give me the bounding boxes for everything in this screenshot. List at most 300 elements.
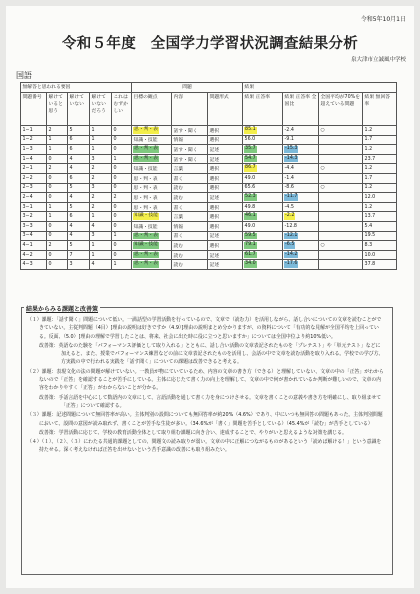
cell-text: 選択 [209,128,220,134]
cell-text: 6 [69,137,73,143]
cell-text: -1.4 [284,175,294,181]
cell-rate [243,250,283,260]
cell-text: 2−2 [22,175,33,181]
group-header-reason: 無解答と思われる要因 [21,83,132,93]
cell-text: 4 [91,262,95,268]
cell-no [21,183,47,193]
cell-view [132,154,172,164]
cell-c1 [47,260,68,270]
cell-content [172,260,208,270]
cell-form [208,202,243,212]
cell-view [132,202,172,212]
cell-text: 4 [69,233,73,239]
cell-text: 0 [48,185,52,191]
cell-content [172,135,208,145]
cell-c4 [112,250,132,260]
header-content: 内容 [172,93,208,126]
cell-view [132,212,172,222]
cell-c4 [112,154,132,164]
cell-c3 [90,260,112,270]
cell-text: 読む [173,195,184,201]
cell-text: 4−3 [22,262,33,268]
cell-rate [243,126,283,136]
cell-c4 [112,202,132,212]
cell-c3 [90,250,112,260]
cell-text: 1.7 [364,137,373,143]
cell-text: 2 [91,194,95,200]
table-row [21,154,397,164]
header-form: 問題形式 [208,93,243,126]
cell-c1 [47,221,68,231]
cell-text: 3−4 [22,233,33,239]
cell-text: 0 [113,175,117,181]
table-row [21,173,397,183]
cell-c2 [68,202,90,212]
cell-text: 2 [91,166,95,172]
cell-diff [283,221,319,231]
cell-text: 6 [69,214,73,220]
cell-text: 1 [91,127,95,133]
cell-diff [283,145,319,155]
cell-text: 8.3 [364,242,373,248]
analysis-paragraph: 改善策：手話言語を中心にして数語内の文章にして、言語活動を通して書く力を身につけさせる。文章を書くことの意義や書き方を明確にし、取り組ませて「正答」について確認する。 [39,394,382,409]
cell-text: 思・判・表 [134,261,159,267]
cell-c2 [68,250,90,260]
cell-text: 選択 [209,176,220,182]
cell-blank [363,193,397,203]
cell-text: 0 [113,127,117,133]
table-row [21,260,397,270]
cell-text: 1 [113,156,117,162]
cell-c1 [47,145,68,155]
header-difficult: これはむずかしい [112,93,132,126]
cell-text: 情報 [173,224,184,230]
cell-rate [243,183,283,193]
cell-text: 1.2 [364,204,373,210]
results-table [20,82,397,270]
cell-blank [363,154,397,164]
results-table-wrapper [20,82,396,270]
cell-c1 [47,231,68,241]
cell-text: 5 [69,204,73,210]
cell-no [21,231,47,241]
cell-text: 46.1 [245,213,256,219]
cell-text: -14.2 [285,251,298,257]
cell-text: 23.7 [364,156,376,162]
cell-text: 3−1 [22,204,33,210]
cell-mark [319,241,363,251]
cell-text: 1 [91,252,95,258]
cell-text: 0 [113,146,117,152]
cell-no [21,212,47,222]
cell-rate [243,154,283,164]
cell-view [132,183,172,193]
cell-content [172,193,208,203]
cell-text: 1.7 [364,175,373,181]
cell-diff [283,135,319,145]
cell-blank [363,135,397,145]
cell-view [132,173,172,183]
cell-c3 [90,135,112,145]
cell-form [208,135,243,145]
cell-rate [243,135,283,145]
cell-mark [319,250,363,260]
cell-content [172,126,208,136]
cell-diff [283,202,319,212]
cell-text: 3 [91,185,95,191]
cell-text: 1−1 [22,127,33,133]
cell-text: 思・判・表 [133,205,158,211]
cell-blank [363,241,397,251]
cell-c4 [112,212,132,222]
cell-c3 [90,193,112,203]
cell-text: 86.7 [245,165,256,171]
cell-text: 37.8 [364,262,376,268]
cell-text: 選択 [209,224,220,230]
cell-text: 52.3 [245,194,256,200]
cell-form [208,221,243,231]
cell-content [172,164,208,174]
cell-no [21,202,47,212]
cell-text: 1 [91,146,95,152]
cell-text: 79.1 [245,242,256,248]
cell-mark [319,202,363,212]
cell-text: 言葉 [173,167,184,173]
cell-view [132,126,172,136]
cell-text: 書く [173,176,184,182]
table-row [21,202,397,212]
cell-diff [283,193,319,203]
cell-text: 65.6 [244,185,256,191]
cell-text: 思・判・表 [134,127,159,133]
cell-mark [319,183,363,193]
cell-blank [363,126,397,136]
cell-text: 0 [113,214,117,220]
cell-text: 49.0 [244,175,256,181]
cell-text: 5 [69,185,73,191]
analysis-paragraph: 改善策：英語なのた験を「パフォーマンス評価として取り入れる」とともに、話し合い活動の文章表記されたものを「プレテスト」や「単元テスト」などに加えると、また、授業でパフォーマンス練習などの前に文章表記されたものを活用し、会話の中で文章を読む活動を取り入れる。学校での学び方、方実践の中で行われる実践を「話す聞く」についての課題は改善できると考える。 [39,342,384,366]
cell-c1 [47,250,68,260]
cell-text: 思・判・表 [133,186,158,192]
cell-view [132,145,172,155]
cell-text: 4 [69,223,73,229]
cell-text: 13.7 [364,214,376,220]
cell-text: 選択 [209,243,220,249]
cell-view [132,250,172,260]
analysis-title: 結果からみる課題と改善策 [26,306,99,313]
cell-text: -12.8 [284,223,297,229]
cell-no [21,221,47,231]
cell-form [208,260,243,270]
table-row [21,231,397,241]
cell-text: 情報 [173,138,184,144]
cell-form [208,231,243,241]
cell-mark [319,145,363,155]
cell-c4 [112,135,132,145]
subject-label: 国語 [16,71,32,80]
cell-c4 [112,221,132,231]
cell-text: 0 [48,156,52,162]
cell-c4 [112,241,132,251]
cell-rate [243,173,283,183]
cell-text: 思・判・表 [133,176,158,182]
cell-text: -6.5 [285,242,295,248]
cell-text: 61.7 [245,251,256,257]
cell-form [208,250,243,260]
header-viewpoint: 目標の観点 [132,93,172,126]
cell-blank [363,173,397,183]
cell-c2 [68,260,90,270]
header-over-70: 全国平均が70%を超えている問題 [319,93,363,126]
cell-c4 [112,193,132,203]
cell-text: 0 [48,262,52,268]
cell-text: 4−2 [22,252,33,258]
cell-text: 0 [113,185,117,191]
cell-content [172,202,208,212]
cell-no [21,250,47,260]
cell-c2 [68,164,90,174]
cell-text: 1 [48,204,52,210]
cell-no [21,135,47,145]
cell-c2 [68,212,90,222]
cell-text: ○ [320,185,325,191]
cell-c3 [90,126,112,136]
cell-text: 49.0 [244,223,256,229]
cell-text: 言葉 [173,215,184,221]
cell-no [21,145,47,155]
cell-text: 4−1 [22,242,33,248]
document-title: 令和５年度 全国学力学習状況調査結果分析 [62,36,358,52]
cell-content [172,183,208,193]
cell-text: 2−3 [22,185,33,191]
cell-text: -14.3 [285,155,298,161]
cell-form [208,164,243,174]
cell-text: -4.4 [284,166,294,172]
cell-text: 記述 [209,195,220,201]
cell-text: 0 [113,223,117,229]
cell-c2 [68,173,90,183]
cell-text: 2−4 [22,194,33,200]
cell-text: 2 [91,175,95,181]
cell-text: 記述 [209,157,220,163]
cell-rate [243,193,283,203]
cell-text: 1 [48,214,52,220]
cell-text: 6 [69,175,73,181]
cell-text: 10.0 [364,252,376,258]
header-probably-cannot: 解けていないだろう [90,93,112,126]
header-can-solve: 解けていると思う [47,93,68,126]
cell-no [21,260,47,270]
cell-content [172,231,208,241]
cell-text: 3−3 [22,223,33,229]
cell-rate [243,145,283,155]
cell-blank [363,221,397,231]
cell-c4 [112,126,132,136]
cell-text: 記述 [209,234,220,240]
cell-text: 0 [48,223,52,229]
cell-blank [363,250,397,260]
cell-text: 選択 [209,167,220,173]
cell-view [132,231,172,241]
cell-text: ○ [320,127,325,133]
cell-text: 19.5 [364,233,376,239]
cell-view [132,241,172,251]
cell-blank [363,183,397,193]
cell-text: -4.5 [284,204,294,210]
cell-text: 1.2 [364,127,373,133]
header-national-diff: 結果 正答率 全国比 [283,93,319,126]
cell-text: 2 [91,204,95,210]
cell-c3 [90,202,112,212]
cell-text: 0 [113,137,117,143]
cell-mark [319,164,363,174]
cell-text: 4 [69,166,73,172]
header-problem-no: 問題番号 [21,93,47,126]
cell-c2 [68,231,90,241]
cell-blank [363,202,397,212]
cell-rate [243,221,283,231]
cell-no [21,154,47,164]
cell-text: 4 [69,156,73,162]
cell-c2 [68,241,90,251]
cell-text: -8.6 [284,185,294,191]
cell-text: 書く [173,205,184,211]
cell-c4 [112,183,132,193]
cell-text: 7 [69,252,73,258]
cell-text: 0 [48,233,52,239]
results-table-body [21,126,397,270]
cell-text: 2 [48,127,52,133]
cell-rate [243,212,283,222]
cell-c4 [112,145,132,155]
cell-c1 [47,202,68,212]
cell-text: 2−1 [22,166,33,172]
cell-c2 [68,154,90,164]
cell-text: ○ [320,242,325,248]
cell-text: 思・判・表 [134,251,159,257]
cell-text: 1 [48,146,52,152]
cell-text: 0 [48,194,52,200]
group-header-problem: 問題 [132,83,243,93]
table-row [21,135,397,145]
cell-text: 1−2 [22,137,33,143]
cell-form [208,126,243,136]
cell-text: 知識・技能 [133,224,158,230]
cell-c2 [68,126,90,136]
analysis-paragraph: （４）（１）、（２）、（３）にわたる共通的課題としての、問題文の読み取りが弱い。文章の中に正解につながるものがあるという「読めば解ける！」という意識を持たせる。深く考えなければ正答を出せないという苦手意識の改善にも取り組みたい。 [27,439,382,454]
cell-c2 [68,135,90,145]
cell-mark [319,221,363,231]
cell-content [172,221,208,231]
cell-text: 1 [91,242,95,248]
cell-c3 [90,212,112,222]
cell-text: 5 [69,127,73,133]
cell-text: 0 [113,204,117,210]
cell-no [21,164,47,174]
cell-diff [283,260,319,270]
cell-c3 [90,183,112,193]
cell-text: 1 [48,137,52,143]
table-row [21,193,397,203]
cell-c2 [68,145,90,155]
header-correct-rate: 結果 正答率 [243,93,283,126]
cell-text: -17.6 [285,261,298,267]
table-row [21,164,397,174]
cell-c3 [90,173,112,183]
cell-rate [243,260,283,270]
cell-blank [363,164,397,174]
cell-text: 1.2 [364,166,373,172]
cell-view [132,135,172,145]
cell-rate [243,241,283,251]
cell-text: 35.7 [245,146,256,152]
header-no-answer-rate: 結果 無回答率 [363,93,397,126]
cell-text: 読む [173,253,184,259]
cell-text: 1 [113,233,117,239]
table-row [21,126,397,136]
cell-mark [319,212,363,222]
cell-text: 0 [48,252,52,258]
cell-c4 [112,231,132,241]
cell-text: 書く [173,234,184,240]
cell-text: ○ [320,166,325,172]
cell-form [208,183,243,193]
cell-text: 1.2 [364,185,373,191]
cell-text: 1−4 [22,156,33,162]
cell-text: -15.3 [285,146,298,152]
cell-text: 思・判・表 [134,146,159,152]
cell-blank [363,260,397,270]
cell-text: -2.4 [284,127,294,133]
cell-text: 話す・聞く [173,157,198,163]
cell-text: 選択 [209,186,220,192]
cell-text: 知識・技能 [133,138,158,144]
school-name: 泉大津市立誠風中学校 [350,57,406,63]
cell-form [208,173,243,183]
cell-text: 49.8 [244,204,256,210]
cell-view [132,221,172,231]
cell-mark [319,173,363,183]
cell-text: -12.1 [285,232,298,238]
cell-text: 知識・技能 [133,167,158,173]
cell-text: 知識・技能 [134,242,159,248]
cell-diff [283,126,319,136]
cell-c2 [68,183,90,193]
cell-c3 [90,154,112,164]
cell-mark [319,126,363,136]
cell-rate [243,231,283,241]
cell-c1 [47,212,68,222]
cell-c1 [47,135,68,145]
cell-mark [319,193,363,203]
cell-form [208,154,243,164]
cell-mark [319,154,363,164]
cell-text: 3 [91,233,95,239]
cell-c4 [112,164,132,174]
cell-diff [283,250,319,260]
cell-content [172,145,208,155]
cell-view [132,164,172,174]
cell-text: -11.7 [285,194,298,200]
table-row [21,250,397,260]
cell-text: 54.7 [245,155,256,161]
cell-c1 [47,126,68,136]
cell-c1 [47,193,68,203]
cell-diff [283,212,319,222]
cell-text: 読む [173,263,184,269]
cell-text: -2.2 [285,213,295,219]
table-row [21,145,397,155]
